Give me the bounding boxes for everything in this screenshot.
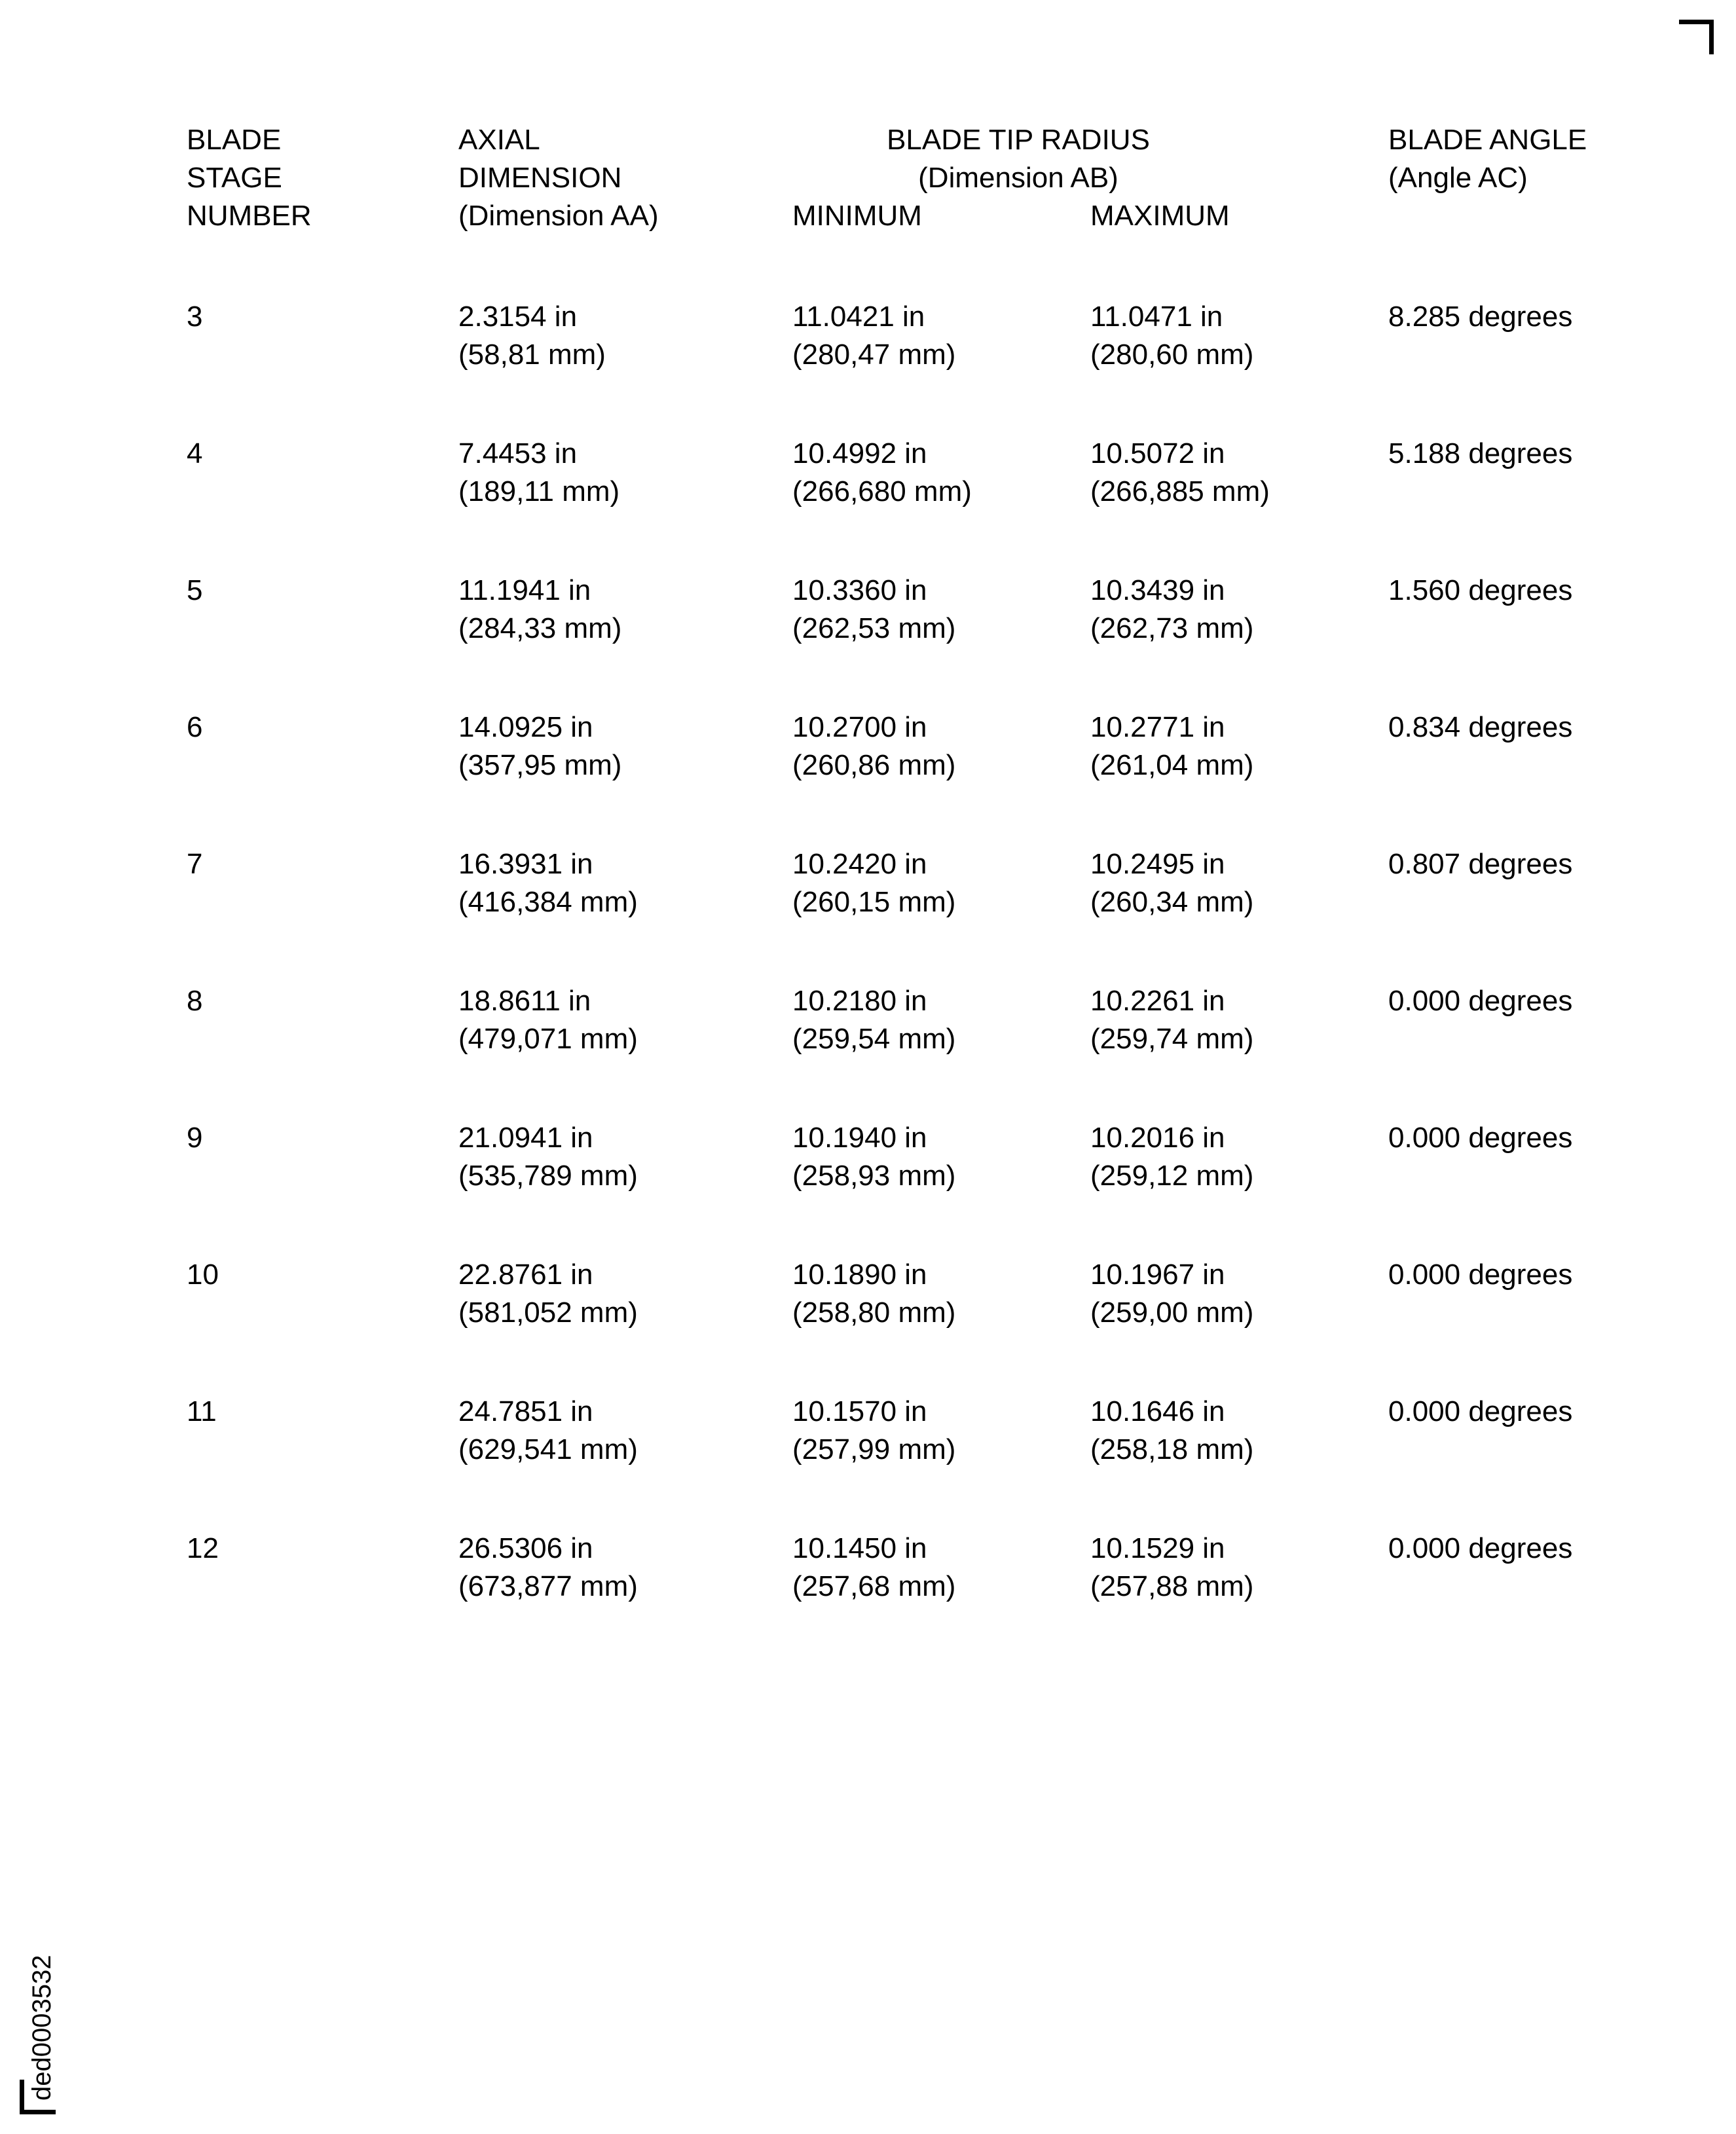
header-line: AXIAL <box>458 124 540 156</box>
cell-tip-radius-minimum <box>792 982 1090 1058</box>
stage-number: 9 <box>187 1122 203 1154</box>
maximum-millimeters: (261,04 mm) <box>1090 749 1254 781</box>
header-line: (Angle AC) <box>1388 162 1528 194</box>
cell-stage <box>187 982 458 1058</box>
cell-tip-radius-minimum <box>792 708 1090 784</box>
table-row <box>187 572 1736 648</box>
blade-angle-value: 5.188 degrees <box>1388 437 1573 469</box>
axial-millimeters: (629,541 mm) <box>458 1433 638 1465</box>
header-line: (Dimension AA) <box>458 200 659 232</box>
minimum-millimeters: (258,80 mm) <box>792 1297 956 1329</box>
maximum-inches: 11.0471 in <box>1090 301 1223 333</box>
maximum-inches: 10.3439 in <box>1090 574 1225 606</box>
header-blade-angle <box>1388 121 1736 235</box>
blade-angle-value: 8.285 degrees <box>1388 301 1573 333</box>
cell-stage <box>187 572 458 648</box>
stage-number: 5 <box>187 574 203 606</box>
cell-tip-radius-maximum <box>1090 982 1388 1058</box>
cell-axial-dimension <box>458 435 792 511</box>
maximum-inches: 10.1646 in <box>1090 1395 1225 1427</box>
minimum-millimeters: (266,680 mm) <box>792 475 972 507</box>
cell-tip-radius-maximum <box>1090 1393 1388 1469</box>
cell-axial-dimension <box>458 1393 792 1469</box>
maximum-millimeters: (258,18 mm) <box>1090 1433 1254 1465</box>
blade-angle-value: 0.000 degrees <box>1388 1259 1573 1291</box>
cell-axial-dimension <box>458 1256 792 1332</box>
cell-tip-radius-maximum <box>1090 845 1388 921</box>
header-blade-stage-number <box>187 121 458 235</box>
cell-tip-radius-minimum <box>792 572 1090 648</box>
maximum-millimeters: (259,12 mm) <box>1090 1160 1254 1192</box>
maximum-inches: 10.2261 in <box>1090 985 1225 1017</box>
cell-tip-radius-maximum <box>1090 298 1388 374</box>
minimum-inches: 10.3360 in <box>792 574 927 606</box>
axial-millimeters: (58,81 mm) <box>458 339 606 371</box>
cell-blade-angle <box>1388 708 1736 784</box>
stage-number: 7 <box>187 848 203 880</box>
cell-tip-radius-minimum <box>792 845 1090 921</box>
minimum-inches: 10.4992 in <box>792 437 927 469</box>
stage-number: 10 <box>187 1259 219 1291</box>
blade-angle-value: 0.000 degrees <box>1388 1122 1573 1154</box>
cell-stage <box>187 298 458 374</box>
maximum-inches: 10.5072 in <box>1090 437 1225 469</box>
minimum-inches: 10.1940 in <box>792 1122 927 1154</box>
minimum-millimeters: (259,54 mm) <box>792 1023 956 1055</box>
maximum-inches: 10.1967 in <box>1090 1259 1225 1291</box>
cell-tip-radius-minimum <box>792 1530 1090 1606</box>
stage-number: 11 <box>187 1395 217 1427</box>
axial-millimeters: (479,071 mm) <box>458 1023 638 1055</box>
cell-blade-angle <box>1388 1119 1736 1195</box>
axial-millimeters: (416,384 mm) <box>458 886 638 918</box>
axial-millimeters: (581,052 mm) <box>458 1297 638 1329</box>
maximum-millimeters: (260,34 mm) <box>1090 886 1254 918</box>
stage-number: 6 <box>187 711 203 743</box>
cell-stage <box>187 435 458 511</box>
cell-stage <box>187 1393 458 1469</box>
cell-blade-angle <box>1388 1393 1736 1469</box>
minimum-inches: 11.0421 in <box>792 301 925 333</box>
minimum-inches: 10.1890 in <box>792 1259 927 1291</box>
cell-axial-dimension <box>458 1119 792 1195</box>
header-line: BLADE ANGLE <box>1388 124 1587 156</box>
cell-stage <box>187 845 458 921</box>
header-maximum: MAXIMUM <box>1090 200 1230 232</box>
axial-inches: 24.7851 in <box>458 1395 593 1427</box>
table-body <box>187 298 1736 1606</box>
axial-inches: 16.3931 in <box>458 848 593 880</box>
header-line: BLADE <box>187 124 282 156</box>
header-line: DIMENSION <box>458 162 622 194</box>
cell-blade-angle <box>1388 1256 1736 1332</box>
cell-blade-angle <box>1388 572 1736 648</box>
cell-stage <box>187 1530 458 1606</box>
maximum-inches: 10.2495 in <box>1090 848 1225 880</box>
cell-axial-dimension <box>458 572 792 648</box>
axial-inches: 26.5306 in <box>458 1532 593 1564</box>
cell-tip-radius-minimum <box>792 1256 1090 1332</box>
table-row <box>187 435 1736 511</box>
cell-blade-angle <box>1388 982 1736 1058</box>
cell-tip-radius-maximum <box>1090 435 1388 511</box>
axial-millimeters: (535,789 mm) <box>458 1160 638 1192</box>
maximum-millimeters: (259,00 mm) <box>1090 1297 1254 1329</box>
header-line: NUMBER <box>187 200 312 232</box>
cell-blade-angle <box>1388 845 1736 921</box>
cell-blade-angle <box>1388 1530 1736 1606</box>
cell-axial-dimension <box>458 845 792 921</box>
cell-tip-radius-minimum <box>792 435 1090 511</box>
blade-angle-value: 1.560 degrees <box>1388 574 1573 606</box>
cell-tip-radius-maximum <box>1090 572 1388 648</box>
blade-angle-value: 0.000 degrees <box>1388 1395 1573 1427</box>
cell-axial-dimension <box>458 1530 792 1606</box>
minimum-inches: 10.2180 in <box>792 985 927 1017</box>
minimum-millimeters: (257,99 mm) <box>792 1433 956 1465</box>
blade-angle-value: 0.000 degrees <box>1388 985 1573 1017</box>
cell-tip-radius-maximum <box>1090 1119 1388 1195</box>
table-row <box>187 845 1736 921</box>
maximum-inches: 10.2771 in <box>1090 711 1225 743</box>
maximum-millimeters: (262,73 mm) <box>1090 612 1254 644</box>
maximum-inches: 10.2016 in <box>1090 1122 1225 1154</box>
header-blade-tip-radius-subtitle: (Dimension AB) <box>918 162 1118 194</box>
table-row <box>187 298 1736 374</box>
minimum-millimeters: (262,53 mm) <box>792 612 956 644</box>
cell-tip-radius-maximum <box>1090 1256 1388 1332</box>
cell-tip-radius-minimum <box>792 1119 1090 1195</box>
minimum-millimeters: (280,47 mm) <box>792 339 956 371</box>
stage-number: 12 <box>187 1532 219 1564</box>
stage-number: 3 <box>187 301 203 333</box>
cell-tip-radius-minimum <box>792 298 1090 374</box>
cell-axial-dimension <box>458 708 792 784</box>
blade-angle-value: 0.834 degrees <box>1388 711 1573 743</box>
cell-tip-radius-maximum <box>1090 708 1388 784</box>
corner-mark-top-right-icon <box>1679 20 1714 54</box>
table-row <box>187 708 1736 784</box>
cell-blade-angle <box>1388 435 1736 511</box>
minimum-millimeters: (260,15 mm) <box>792 886 956 918</box>
blade-angle-value: 0.807 degrees <box>1388 848 1573 880</box>
minimum-millimeters: (258,93 mm) <box>792 1160 956 1192</box>
cell-tip-radius-minimum <box>792 1393 1090 1469</box>
cell-tip-radius-maximum <box>1090 1530 1388 1606</box>
table-header <box>187 121 1736 235</box>
header-line: STAGE <box>187 162 282 194</box>
blade-angle-value: 0.000 degrees <box>1388 1532 1573 1564</box>
header-blade-tip-radius-title: BLADE TIP RADIUS <box>887 124 1150 156</box>
table-row <box>187 1530 1736 1606</box>
stage-number: 8 <box>187 985 203 1017</box>
axial-inches: 21.0941 in <box>458 1122 593 1154</box>
axial-millimeters: (284,33 mm) <box>458 612 622 644</box>
maximum-millimeters: (259,74 mm) <box>1090 1023 1254 1055</box>
table-row <box>187 982 1736 1058</box>
axial-inches: 7.4453 in <box>458 437 578 469</box>
cell-stage <box>187 708 458 784</box>
header-minmax-row <box>792 197 1388 235</box>
axial-inches: 18.8611 in <box>458 985 591 1017</box>
maximum-millimeters: (257,88 mm) <box>1090 1570 1254 1602</box>
cell-stage <box>187 1256 458 1332</box>
header-blade-tip-radius-group <box>792 121 1388 235</box>
header-axial-dimension <box>458 121 792 235</box>
table-row <box>187 1256 1736 1332</box>
stage-number: 4 <box>187 437 203 469</box>
table-row <box>187 1393 1736 1469</box>
axial-inches: 22.8761 in <box>458 1259 593 1291</box>
axial-inches: 2.3154 in <box>458 301 578 333</box>
minimum-millimeters: (257,68 mm) <box>792 1570 956 1602</box>
maximum-millimeters: (266,885 mm) <box>1090 475 1270 507</box>
axial-millimeters: (673,877 mm) <box>458 1570 638 1602</box>
table-row <box>187 1119 1736 1195</box>
minimum-inches: 10.1450 in <box>792 1532 927 1564</box>
blade-stage-table <box>187 121 1736 1666</box>
minimum-millimeters: (260,86 mm) <box>792 749 956 781</box>
minimum-inches: 10.1570 in <box>792 1395 927 1427</box>
maximum-millimeters: (280,60 mm) <box>1090 339 1254 371</box>
axial-inches: 14.0925 in <box>458 711 593 743</box>
cell-axial-dimension <box>458 298 792 374</box>
axial-millimeters: (189,11 mm) <box>458 475 620 507</box>
minimum-inches: 10.2420 in <box>792 848 927 880</box>
axial-millimeters: (357,95 mm) <box>458 749 622 781</box>
cell-stage <box>187 1119 458 1195</box>
header-minimum: MINIMUM <box>792 200 922 232</box>
cell-blade-angle <box>1388 298 1736 374</box>
cell-axial-dimension <box>458 982 792 1058</box>
maximum-inches: 10.1529 in <box>1090 1532 1225 1564</box>
minimum-inches: 10.2700 in <box>792 711 927 743</box>
axial-inches: 11.1941 in <box>458 574 591 606</box>
doc-code: ded0003532 <box>28 1955 56 2101</box>
